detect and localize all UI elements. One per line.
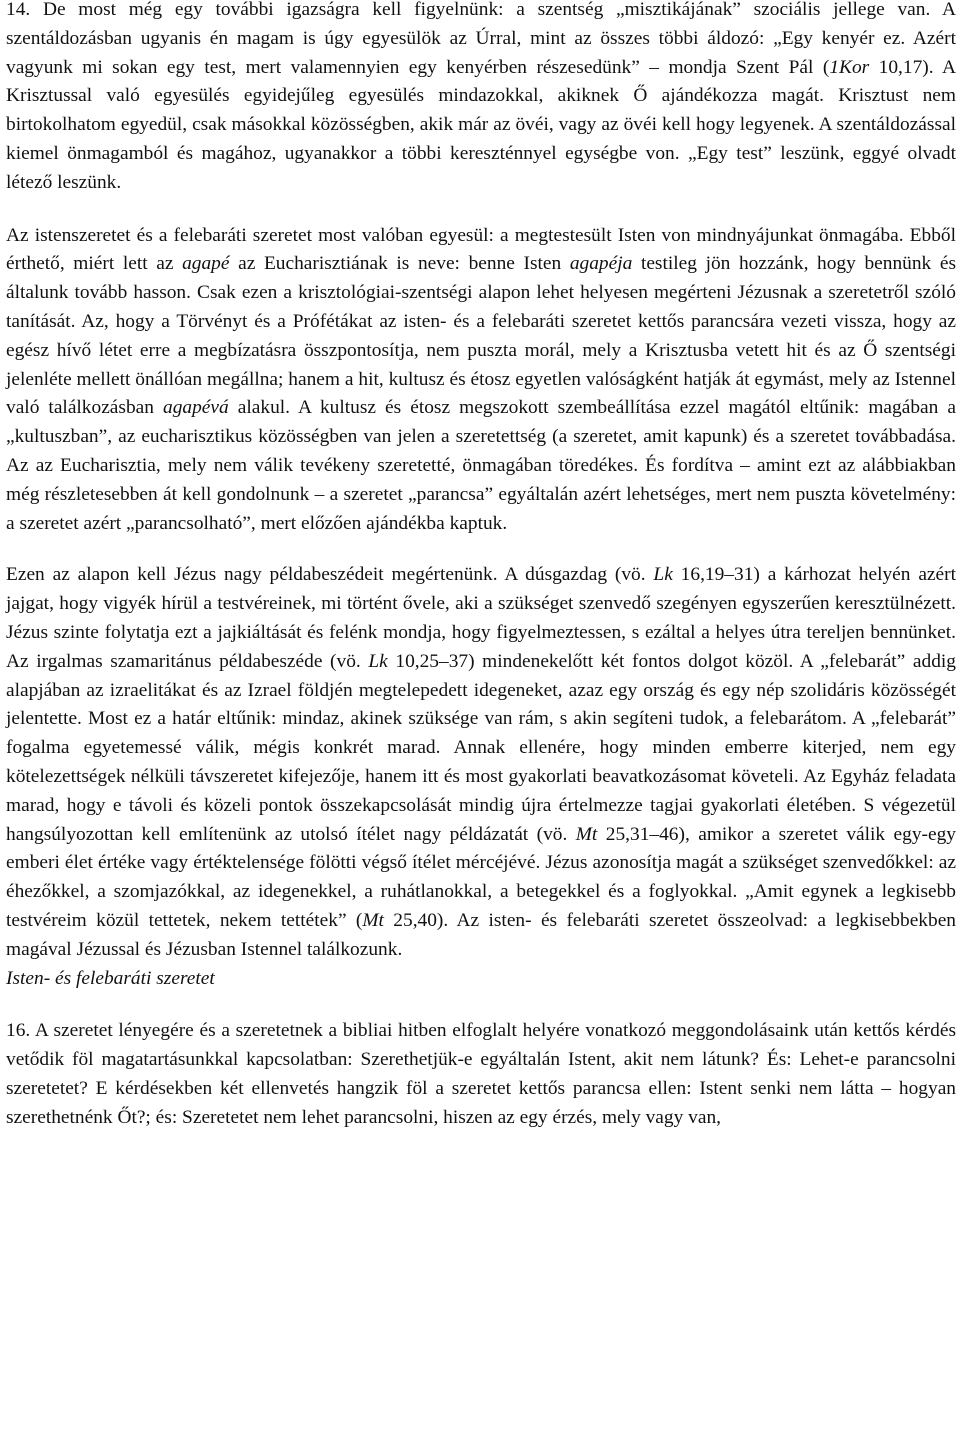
italic-reference: Lk	[653, 564, 673, 586]
italic-reference: agapéja	[569, 253, 633, 275]
text-run: 25,40). Az isten- és felebaráti szeretet összeolvad: a legkisebbekben magával Jézussal és Jézusban Istennel találkozunk.	[6, 909, 956, 960]
text-run: 10,25–37) mindenekelőtt két fontos dolgot közöl. A „felebarát” addig alapjában az izraelitákat és az Izrael földjén megtelepedett idegeneket, azaz egy ország és egy nép szolidáris közösségét jelentette. Most ez a határ eltűnik: mindaz, akinek szüksége van rám, s akin segíteni tudok, a felebarátom. A „felebarát” fogalma egyetemessé válik, mégis konkrét marad. Annak ellenére, hogy minden emberre kiterjed, nem egy kötelezettségek nélküli távszeretet kifejezője, hanem itt és most gyakorlati beavatkozásomat követeli. Az Egyház feladata marad, hogy e távoli és közeli pontok összekapcsolását mindig újra értelmezze tagjai gyakorlati életében. S végezetül hangsúlyozottan kell említenünk az utolsó ítélet nagy példázatát (vö.	[6, 650, 956, 845]
italic-reference: Mt	[575, 823, 598, 845]
paragraph-love-union	[6, 222, 956, 539]
text-run: 10,17). A Krisztussal való egyesülés egyidejűleg egyesülés mindazokkal, akiknek Ő ajándékozza magát. Krisztust nem birtokolhatom egyedül, csak másokkal közösségben, akik már az övéi, vagy az övéi kell hogy legyenek. A szentáldozással kiemel önmagamból és magához, ugyanakkor a többi kereszténnyel egységbe von. „Egy test” leszünk, eggyé olvadt létező leszünk.	[6, 56, 956, 193]
text-run: az Eucharisztiának is neve: benne Isten	[229, 253, 570, 275]
text-run: 16,19–31) a kárhozat helyén azért jajgat, hogy vigyék hírül a testvéreinek, mi történt ővele, aki a szükséget szenvedő szegényen egyszerűen keresztülnézett. Jézus szinte folytatja ezt a jajkiáltását és felénk mondja, hogy figyelmeztessen, s ezáltal a helyes útra tereljen bennünket. Az irgalmas szamaritánus példabeszéde (vö.	[6, 564, 956, 672]
paragraph-16	[6, 1017, 956, 1132]
text-run: Az istenszeretet és a felebaráti szeretet most valóban egyesül: a megtestesült Isten von mindnyájunkat önmagába. Ebből érthető, miért lett az	[6, 224, 956, 275]
text-run: alakul. A kultusz és étosz megszokott szembeállítása ezzel magától eltűnik: magában a „kultuszban”, az eucharisztikus közösségben van jelen a szeretettség (a szeretet, amit kapunk) és a szeretet továbbadása. Az az Eucharisztia, mely nem válik tevékeny szeretetté, önmagában töredékes. És fordítva – amint ezt az alábbiakban még részletesebben át kell gondolnunk – a szeretet „parancsa” egyáltalán azért lehetséges, mert nem puszta követelmény: a szeretet azért „parancsolható”, mert előzően ajándékba kaptuk.	[6, 397, 956, 534]
text-run: Ezen az alapon kell Jézus nagy példabeszédeit megértenünk. A dúsgazdag (vö.	[6, 564, 654, 586]
paragraph-14	[6, 0, 956, 198]
italic-reference: agapé	[182, 253, 230, 275]
text-run: 14. De most még egy további igazságra kell figyelnünk: a szentség „misztikájának” szociális jellege van. A szentáldozásban ugyanis én magam is úgy egyesülök az Úrral, mint az összes többi áldozó: „Egy kenyér ez. Azért vagyunk mi sokan egy test, mert valamennyien egy kenyérben részesedünk” – mondja Szent Pál (	[6, 0, 956, 78]
italic-reference: 1Kor	[829, 56, 870, 78]
italic-reference: Lk	[368, 650, 388, 672]
text-run: testileg jön hozzánk, hogy bennünk és általunk tovább hasson. Csak ezen a krisztológiai-szentségi alapon lehet helyesen megérteni Jézusnak a szeretetről szóló tanítását. Az, hogy a Törvényt és a Prófétákat az isten- és a felebaráti szeretet kettős parancsára vezeti vissza, hogy az egész hívő létet erre a megbízatásra összpontosítja, nem puszta morál, mely a Krisztusba vetett hit és az Ő szentségi jelenléte mellett önállóan megállna; hanem a hit, kultusz és étosz egyetlen valóságként hatják át egymást, mely az Istennel való találkozásban	[6, 253, 957, 419]
section-heading: Isten- és felebaráti szeretet	[6, 967, 215, 989]
italic-reference: Mt	[362, 909, 384, 931]
text-run: 16. A szeretet lényegére és a szeretetnek a bibliai hitben elfoglalt helyére vonatkozó meggondolásaink után kettős kérdés vetődik föl magatartásunkkal kapcsolatban: Szerethetjük-e egyáltalán Istent, akit nem látunk? És: Lehet-e parancsolni szeretetet? E kérdésekben két ellenvetés hangzik föl a szeretet kettős parancsa ellen: Istent senki nem látta – hogyan szerethetnénk Őt?; és: Szeretetet nem lehet parancsolni, hiszen az egy érzés, mely vagy van,	[6, 1020, 956, 1128]
text-run: 25,31–46), amikor a szeretet válik egy-egy emberi élet értéke vagy értéktelensége fölötti végső ítélet mércéjévé. Jézus azonosítja magát a szükséget szenvedőkkel: az éhezőkkel, a szomjazókkal, az idegenekkel, a ruhátlanokkal, a betegekkel és a foglyokkal. „Amit egynek a legkisebb testvéreim közül tettetek, nekem tettétek” (	[6, 823, 956, 931]
document-page	[6, 0, 956, 1132]
italic-reference: agapévá	[163, 397, 229, 419]
paragraph-parables	[6, 561, 956, 964]
